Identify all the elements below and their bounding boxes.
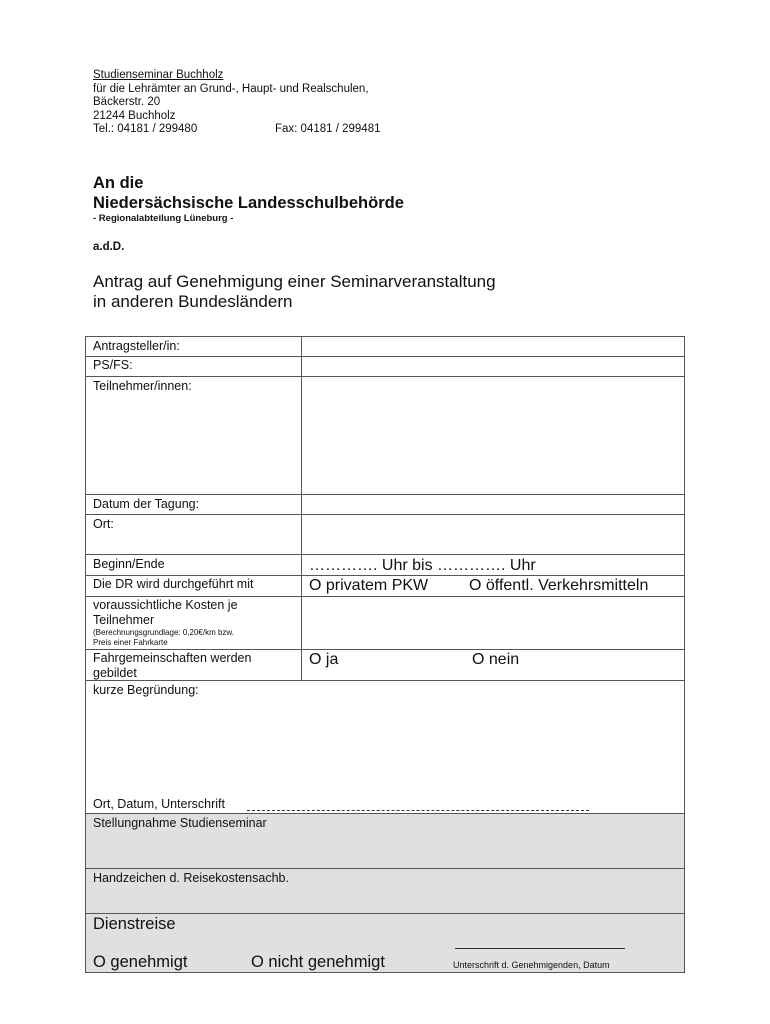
option-nicht-genehmigt[interactable]: O nicht genehmigt [251,953,385,971]
sender-line2: für die Lehrämter an Grund-, Haupt- und Realschulen, [93,82,369,95]
title-line1: Antrag auf Genehmigung einer Seminarveranstaltung [93,272,496,291]
recipient-line2: Niedersächsische Landesschulbehörde [93,193,404,212]
unterschrift-label: Ort, Datum, Unterschrift [93,797,225,811]
antragsteller-label: Antragsteller/in: [93,339,180,353]
row-divider [86,868,684,869]
recipient-block [93,174,404,225]
sender-name: Studienseminar Buchholz [93,69,224,81]
genehmigende-signature-line[interactable] [455,948,625,949]
row-divider [86,913,684,914]
sender-tel: Tel.: 04181 / 299480 [93,123,198,136]
sender-address [93,69,381,137]
row-divider [86,514,684,515]
recipient-line3: - Regionalabteilung Lüneburg - [93,213,234,224]
row-divider [86,575,684,576]
kosten-label-1: voraussichtliche Kosten je [93,598,238,612]
title-line2: in anderen Bundesländern [93,292,293,311]
teilnehmer-label: Teilnehmer/innen: [93,379,192,393]
kosten-note-1: (Berechnungsgrundlage: 0,20€/km bzw. [93,628,234,637]
beginn-ende-value: …………. Uhr bis …………. Uhr [309,557,536,574]
option-genehmigt[interactable]: O genehmigt [93,953,188,971]
begruendung-label: kurze Begründung: [93,683,199,697]
sender-city: 21244 Buchholz [93,109,176,122]
row-divider [86,494,684,495]
option-privatem-pkw[interactable]: O privatem PKW [309,577,429,594]
sender-phone-line [93,123,381,137]
row-divider [86,554,684,555]
row-divider [86,649,684,650]
fahrgem-label-1: Fahrgemeinschaften werden [93,651,252,665]
row-divider [86,680,684,681]
row-divider [86,376,684,377]
psfs-label: PS/FS: [93,358,133,372]
page-title [93,272,496,312]
sender-fax: Fax: 04181 / 299481 [275,123,381,136]
dienstreise-label: Dienstreise [93,915,176,933]
ort-label: Ort: [93,517,114,531]
option-nein[interactable]: O nein [472,651,520,668]
stellungnahme-label: Stellungnahme Studienseminar [93,816,267,830]
sender-street: Bäckerstr. 20 [93,96,161,109]
option-oeffentl-verkehrsmittel[interactable]: O öffentl. Verkehrsmitteln [469,577,649,594]
row-divider [86,596,684,597]
kosten-note-2: Preis einer Fahrkarte [93,638,168,647]
handzeichen-label: Handzeichen d. Reisekostensachb. [93,871,289,885]
column-divider [301,337,302,680]
beginn-label: Beginn/Ende [93,557,165,571]
recipient-line1: An die [93,174,144,192]
fahrgem-label-2: gebildet [93,666,137,680]
datum-label: Datum der Tagung: [93,497,200,511]
add-marker: a.d.D. [93,241,125,253]
option-ja[interactable]: O ja [309,651,339,668]
signature-line[interactable] [247,810,589,811]
row-divider [86,813,684,814]
unterschrift-genehmigende-label: Unterschrift d. Genehmigenden, Datum [453,960,610,970]
row-divider [86,356,684,357]
kosten-label-2: Teilnehmer [93,613,155,627]
dr-label: Die DR wird durchgeführt mit [93,577,254,591]
